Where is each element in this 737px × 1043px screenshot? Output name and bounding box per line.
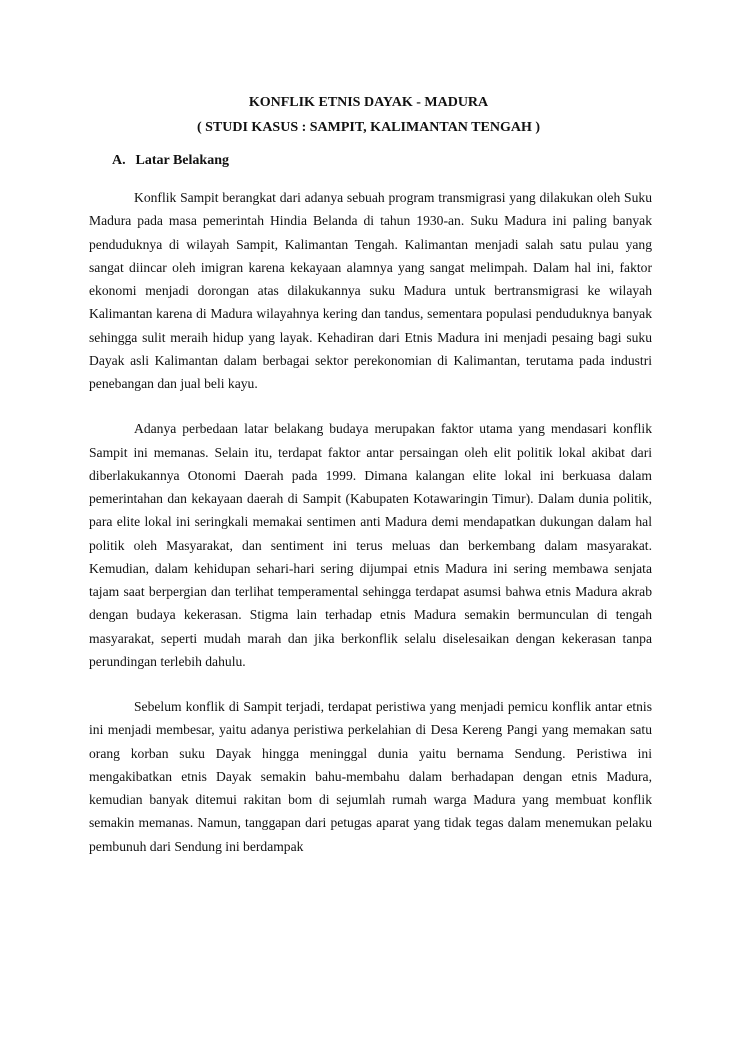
body-text — [89, 186, 652, 880]
section-title: Latar Belakang — [135, 153, 229, 168]
document-title — [0, 90, 737, 140]
section-heading — [112, 150, 229, 172]
title-line-2: ( STUDI KASUS : SAMPIT, KALIMANTAN TENGAH ) — [196, 120, 541, 135]
title-line-1: KONFLIK ETNIS DAYAK - MADURA — [248, 95, 489, 110]
paragraph-3: Sebelum konflik di Sampit terjadi, terdapat peristiwa yang menjadi pemicu konflik antar etnis ini menjadi membesar, yaitu adanya peristiwa perkelahian di Desa Kereng Pangi yang memakan satu orang korban suku Dayak hingga meninggal dunia yaitu bernama Sendung. Peristiwa ini mengakibatkan etnis Dayak semakin bahu-membahu dalam berhadapan dengan etnis Madura, kemudian banyak ditemui rakitan bom di sejumlah rumah warga Madura yang membuat konflik semakin memanas. Namun, tanggapan dari petugas aparat yang tidak tegas dalam menemukan pelaku pembunuh dari Sendung ini berdampak — [89, 699, 652, 854]
paragraph-1: Konflik Sampit berangkat dari adanya sebuah program transmigrasi yang dilakukan oleh Suku Madura pada masa pemerintah Hindia Belanda di tahun 1930-an. Suku Madura ini paling banyak penduduknya di wilayah Sampit, Kalimantan Tengah. Kalimantan menjadi salah satu pulau yang sangat diincar oleh imigran karena kekayaan alamnya yang sangat melimpah. Dalam hal ini, faktor ekonomi menjadi dorongan atas dilakukannya suku Madura untuk bertransmigrasi ke wilayah Kalimantan karena di Madura wilayahnya kering dan tandus, sementara populasi penduduknya banyak sehingga sulit meraih hidup yang layak. Kehadiran dari Etnis Madura ini menjadi pesaing bagi suku Dayak asli Kalimantan dalam berbagai sektor perekonomian di Kalimantan, terutama pada industri penebangan dan jual beli kayu. — [89, 190, 652, 391]
paragraph-2: Adanya perbedaan latar belakang budaya merupakan faktor utama yang mendasari konflik Sampit ini memanas. Selain itu, terdapat faktor antar persaingan oleh elit politik lokal akibat dari diberlakukannya Otonomi Daerah pada 1999. Dimana kalangan elite lokal ini berkuasa dalam pemerintahan dan kekayaan daerah di Sampit (Kabupaten Kotawaringin Timur). Dalam dunia politik, para elite lokal ini seringkali memakai sentimen anti Madura demi mendapatkan dukungan dalam hal politik oleh Masyarakat, dan sentiment ini terus meluas dan berkembang dalam masyarakat. Kemudian, dalam kehidupan sehari-hari sering dijumpai etnis Madura ini sering membawa senjata tajam saat berpergian dan terlihat temperamental sehingga terdapat asumsi bahwa etnis Madura akrab dengan budaya kekerasan. Stigma lain terhadap etnis Madura semakin bermunculan di tengah masyarakat, seperti mudah marah dan jika berkonflik selalu diselesaikan dengan kekerasan tanpa perundingan terlebih dahulu. — [89, 421, 652, 669]
section-number: A. — [112, 153, 126, 168]
